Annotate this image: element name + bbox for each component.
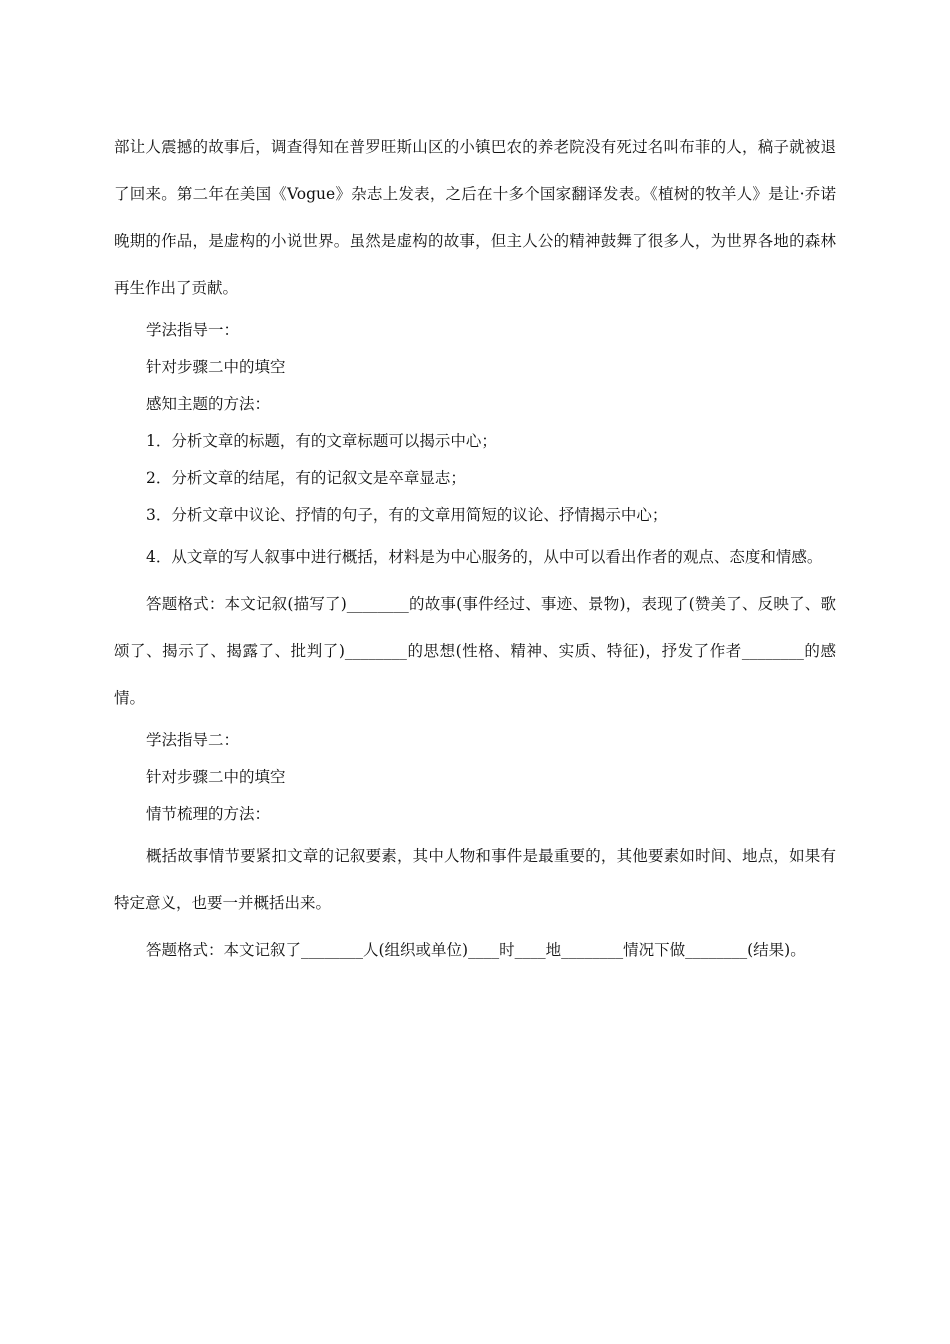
list-item-4: 4．从文章的写人叙事中进行概括，材料是为中心服务的，从中可以看出作者的观点、态度和情感。: [146, 548, 823, 566]
document-body: [114, 124, 836, 974]
answer-format-theme: 答题格式：本文记叙(描写了)________的故事(事件经过、事迹、景物)，表现了(赞美了、反映了、歌颂了、揭示了、揭露了、批判了)________的思想(性格、精神、实质、特征)，抒发了作者________的感情。: [114, 595, 836, 707]
heading-study-guide-two: 学法指导二：: [146, 731, 240, 749]
answer-format-plot: 答题格式：本文记叙了________人(组织或单位)____时____地________情况下做________(结果)。: [146, 941, 806, 959]
heading-theme-method: 感知主题的方法：: [146, 395, 271, 413]
list-item-2: 2．分析文章的结尾，有的记叙文是卒章显志；: [146, 469, 466, 487]
heading-study-guide-one: 学法指导一：: [146, 321, 240, 339]
note-step-two-fill: 针对步骤二中的填空: [146, 358, 286, 376]
paragraph-story-background: 部让人震撼的故事后，调查得知在普罗旺斯山区的小镇巴农的养老院没有死过名叫布菲的人，稿子就被退了回来。第二年在美国《Vogue》杂志上发表，之后在十多个国家翻译发表。《植树的牧羊人》是让·乔诺晚期的作品，是虚构的小说世界。虽然是虚构的故事，但主人公的精神鼓舞了很多人，为世界各地的森林再生作出了贡献。: [114, 138, 836, 297]
list-item-3: 3．分析文章中议论、抒情的句子，有的文章用简短的议论、抒情揭示中心；: [146, 506, 668, 524]
list-item-1: 1．分析文章的标题，有的文章标题可以揭示中心；: [146, 432, 497, 450]
heading-plot-method: 情节梳理的方法：: [146, 805, 271, 823]
note-step-two-fill-2: 针对步骤二中的填空: [146, 768, 286, 786]
paragraph-plot-summary: 概括故事情节要紧扣文章的记叙要素，其中人物和事件是最重要的，其他要素如时间、地点，如果有特定意义，也要一并概括出来。: [114, 847, 836, 912]
